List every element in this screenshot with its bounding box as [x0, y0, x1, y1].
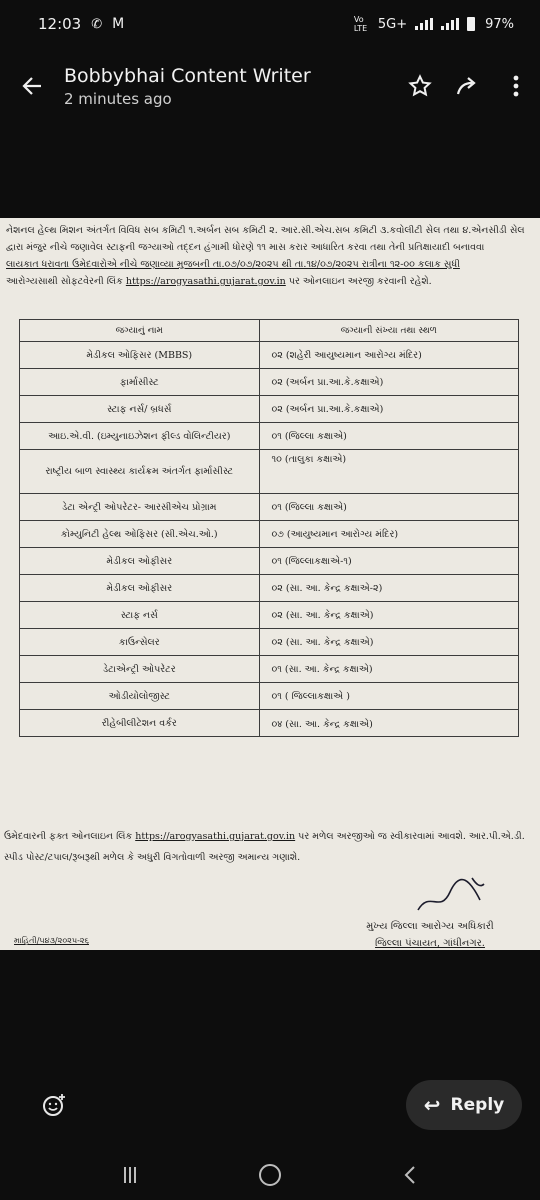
table-header-row [20, 320, 519, 342]
table-header: જગ્યાનું નામ [20, 320, 260, 342]
post-name: રીહેબીલીટેશન વર્કર [20, 710, 260, 737]
table-row [20, 602, 519, 629]
signal-icon [415, 18, 433, 30]
table-header: જગ્યાની સંખ્યા તથા સ્થળ [259, 320, 518, 342]
table-row [20, 396, 519, 423]
post-count: ૦૨ (અર્બન પ્રા.આ.કે.કક્ષાએ) [259, 396, 518, 423]
doc-intro-line: નેશનલ હેલ્થ મિશન અંતર્ગત વિવિધ સબ કમિટી ૧.અર્બન સબ કમિટી ૨. આર.સી.એચ.સબ કમિટી ૩.કવોલીટી સેલ તથા ૪.એનસીડી સેલ [6, 225, 525, 236]
post-name: ઓડીયોલોજીસ્ટ [20, 683, 260, 710]
table-row [20, 450, 519, 494]
more-vert-icon[interactable] [492, 56, 540, 116]
doc-footer [4, 826, 536, 868]
post-name: ફાર્માસીસ્ટ [20, 369, 260, 396]
recent-apps-icon[interactable] [100, 1155, 160, 1195]
status-time: 12:03 [38, 15, 82, 33]
back-icon[interactable] [380, 1155, 440, 1195]
post-name: રાષ્ટ્રીય બાળ સ્વાસ્થ્ય કાર્યક્રમ અંતર્ગત ફાર્માસીસ્ટ [20, 450, 260, 494]
reply-icon: ↩ [423, 1093, 441, 1117]
post-count: ૦૨ (સા. આ. કેન્દ્ર કક્ષાએ) [259, 629, 518, 656]
table-row [20, 575, 519, 602]
bottom-bar [0, 1060, 540, 1150]
table-row [20, 710, 519, 737]
table-row [20, 342, 519, 369]
post-name: ડેટાએન્ટ્રી ઓપરેટર [20, 656, 260, 683]
doc-intro-line [6, 273, 534, 290]
doc-intro-link: https://arogyasathi.gujarat.gov.in [125, 276, 286, 287]
whatsapp-icon: ✆ [91, 16, 103, 32]
battery-icon [467, 17, 475, 31]
post-name: મેડીકલ ઓફિસર (MBBS) [20, 342, 260, 369]
attachment-image[interactable] [0, 218, 540, 950]
signal-icon [441, 18, 459, 30]
post-name: ડેટા એન્ટ્રી ઓપરેટર- આરસીએચ પ્રોગ્રામ [20, 494, 260, 521]
post-name: સ્ટાફ નર્સ [20, 602, 260, 629]
post-count: ૦૧ (સા. આ. કેન્દ્ર કક્ષાએ) [259, 656, 518, 683]
post-name: કાઉન્સેલર [20, 629, 260, 656]
app-bar [0, 48, 540, 124]
post-name: મેડીકલ ઓફીસર [20, 548, 260, 575]
post-count: ૦૨ (સા. આ. કેન્દ્ર કક્ષાએ) [259, 602, 518, 629]
signature-mark [410, 870, 500, 920]
doc-reference: માહિતી/૫૪૩/૨૦૨૫-૨૬ [14, 936, 89, 945]
reply-button[interactable] [406, 1080, 522, 1130]
doc-intro [0, 218, 540, 290]
message-header [64, 62, 396, 110]
post-count: ૧૦ (તાલુકા કક્ષાએ) [259, 450, 518, 494]
signatory-block [360, 918, 500, 950]
table-row [20, 656, 519, 683]
post-name: આઇ.એ.વી. (ઇમ્યુનાઇઝેશન ફીલ્ડ વોલિન્ટીયર) [20, 423, 260, 450]
post-count: ૦४ (સા. આ. કેન્દ્ર કક્ષાએ) [259, 710, 518, 737]
doc-intro-line: દ્વારા મંજુર નીચે જણાવેલ સ્ટાફની જગ્યાઓ તદ્દન હંગામી ધોરણે ૧૧ માસ કરાર આધારિત કરવા તથા તેની પ્રતિક્ષાયાદી બનાવવા [6, 242, 485, 253]
table-row [20, 521, 519, 548]
emoji-add-icon[interactable] [34, 1085, 74, 1125]
table-row [20, 548, 519, 575]
post-name: સ્ટાફ નર્સ/ બ્રધર્સ [20, 396, 260, 423]
table-row [20, 683, 519, 710]
sent-time: 2 minutes ago [64, 90, 172, 108]
battery-level: 97% [485, 16, 514, 32]
doc-footer-suffix: પર મળેલ અરજીઓ જ સ્વીકારવામાં આવશે. આર.પી.એ.ડી. [295, 831, 525, 842]
doc-footer-prefix: ઉમેદવારની ફક્ત ઓનલાઇન લિંક [4, 831, 136, 842]
post-count: ૦૧ (જિલ્લા કક્ષાએ) [259, 494, 518, 521]
doc-intro-suffix: પર ઓનલાઇન અરજી કરવાની રહેશે. [285, 276, 432, 287]
home-icon[interactable] [240, 1155, 300, 1195]
post-count: ૦૨ (અર્બન પ્રા.આ.કે.કક્ષાએ) [259, 369, 518, 396]
back-arrow-icon[interactable] [0, 48, 64, 124]
status-bar [0, 0, 540, 48]
post-count: ૦૭ (આયુષ્યમાન આરોગ્ય મંદિર) [259, 521, 518, 548]
post-count: ૦૧ (જિલ્લા કક્ષાએ) [259, 423, 518, 450]
table-row [20, 629, 519, 656]
forward-icon[interactable] [444, 56, 492, 116]
gmail-icon: M [112, 16, 125, 32]
system-nav-bar [0, 1150, 540, 1200]
post-name: કોમ્યુનિટી હેલ્થ ઓફિસર (સી.એચ.ઓ.) [20, 521, 260, 548]
reply-label: Reply [450, 1095, 505, 1115]
doc-intro-prefix: આરોગ્યસાથી સોફટવેરની લિંક [6, 276, 126, 287]
star-icon[interactable] [396, 56, 444, 116]
table-row [20, 423, 519, 450]
post-name: મેડીકલ ઓફીસર [20, 575, 260, 602]
signatory-title: મુખ્ય જિલ્લા આરોગ્ય અધિકારી [366, 921, 494, 932]
volte-indicator: Vo LTE [353, 15, 368, 33]
doc-intro-line: લાયકાત ધરાવતા ઉમેદવારોએ નીચે જણાવ્યા મુજબની તા.૦૭/૦૭/૨૦૨૫ થી તા.૧૪/૦૭/૨૦૨૫ રાત્રીના ૧૨-૦૦ કલાક સુધી [6, 259, 460, 270]
sender-name: Bobbybhai Content Writer [64, 65, 311, 87]
network-type: 5G+ [377, 16, 408, 32]
vacancy-table [19, 319, 519, 737]
post-count: ૦૨ (શહેરી આયુષ્યમાન આરોગ્ય મંદિર) [259, 342, 518, 369]
post-count: ૦૨ (સા. આ. કેન્દ્ર કક્ષાએ-૨) [259, 575, 518, 602]
table-row [20, 494, 519, 521]
doc-footer-line [4, 826, 536, 847]
doc-footer-link: https://arogyasathi.gujarat.gov.in [135, 831, 296, 842]
post-count: ૦૧ (જિલ્લાકક્ષાએ-૧) [259, 548, 518, 575]
doc-footer-line: સ્પીડ પોસ્ટ/ટપાલ/રૂબરૂથી મળેલ કે અધુરી વિગતોવાળી અરજી અમાન્ય ગણાશે. [4, 852, 301, 863]
post-count: ૦૧ ( જિલ્લાકક્ષાએ ) [259, 683, 518, 710]
table-row [20, 369, 519, 396]
signatory-office: જિલ્લા પંચાયત, ગાંધીનગર. [375, 938, 485, 949]
